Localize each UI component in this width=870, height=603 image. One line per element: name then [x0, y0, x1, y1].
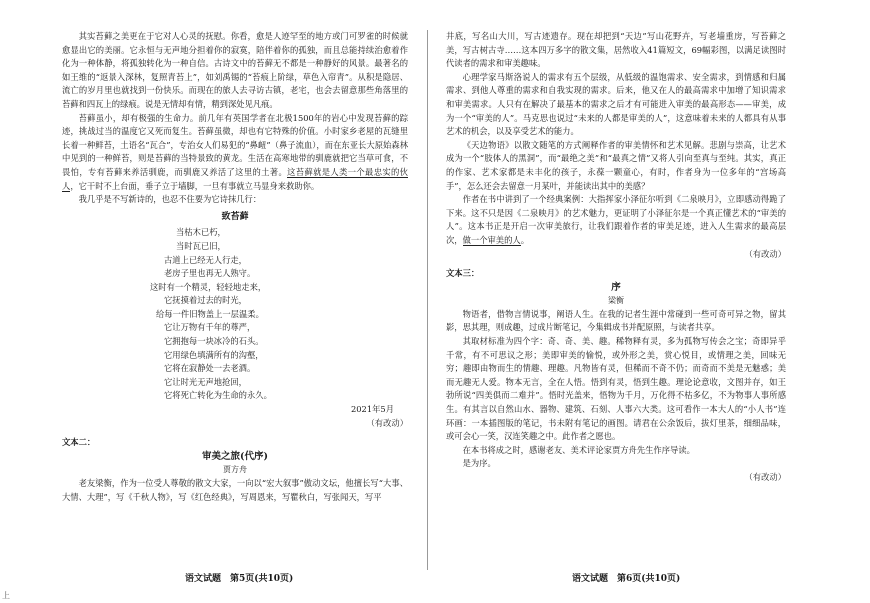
- underlined-text: 这苔藓就是人类一个最忠实的伙人: [62, 166, 408, 191]
- left-page: [62, 30, 408, 504]
- poem-line: 这时有一个精灵，轻轻地走来，: [150, 281, 267, 292]
- page-footer-right: 语文试题 第6页(共10页): [572, 574, 681, 584]
- corner-mark: 上: [2, 591, 10, 600]
- poem-title: 致苔藓: [221, 211, 249, 222]
- poem-line: 它用绿色填满所有的沟壑，: [164, 349, 264, 360]
- poem-line: 它拥抱每一块冰冷的石头。: [164, 336, 264, 347]
- paragraph-text: 作者在书中讲到了一个经典案例：大指挥家小泽征尔听到《二泉映月》，立即感动得跪了下来。这不只是因《二泉映月》的艺术魅力，更证明了小泽征尔是一个真正懂艺术的“审美的人”。这本书正是开启一次审美旅行，让我们跟着作者的审美足迹，进入人生需求的最高层次，: [446, 194, 786, 245]
- paragraph: 《天边物语》以散文随笔的方式阐释作者的审美情怀和艺术见解。悲剧与崇高，让艺术成为一个“肢体人的黑洞”，而“最绝之美”和“最真之情”又将人引向至真与至纯。其实，真正的作家、艺术家都是未丰化的孩子，永葆一颗童心，有时，作者身为一位多年的“宫场高手”，怎么还会去留意一月某叶，并能读出其中的美感？: [446, 139, 786, 191]
- section-title: 序: [611, 281, 621, 293]
- section-author: 贾方舟: [223, 465, 247, 475]
- poem-line: 它抚摸着过去的时光，: [164, 295, 247, 306]
- poem: [62, 226, 408, 403]
- paragraph: 老友梁衡，作为一位受人尊敬的散文大家，一向以“宏大叙事”傲动文坛，他擅长写“大事、大情、大理”，写《千秋人物》，写《红色经典》，写周恩来，写瞿秋白，写张闻天，写平: [62, 478, 408, 502]
- section-label: 文本三：: [446, 268, 480, 279]
- poem-line: 给每一件旧物盖上一层温柔。: [156, 308, 264, 319]
- section-label: 文本二：: [62, 437, 96, 448]
- paragraph: 井底，写名山大川，写古迹遗存。现在却把到“天边”写山花野卉，写老墙重房，写苔藓之美，写古树古寺……这本四万多字的散文集，居然收入41篇短文，69幅彩图，以满足读图时代读者的需求和审美趣味。: [446, 31, 786, 69]
- paragraph-text: ，它干时不上台面，垂子立于墙脚，一旦有事就立马显身来救助你。: [70, 180, 320, 191]
- poem-line: 它将死亡转化为生命的永久。: [164, 390, 272, 401]
- page-divider: [427, 30, 428, 570]
- paragraph: [446, 193, 786, 247]
- poem-line: 它让时光无声地抢回，: [164, 376, 247, 387]
- paragraph: 其取材标准为四个字：奇、奇、美、趣。稀物释有灵，多为孤物写传会之宝；奇即异乎千常，有不可思议之形；美即审美的愉悦，或外形之美，赏心悦目，或情理之美，回味无穷；趣即由物而生的情趣、理趣。凡物皆有灵，但稀而不奇不仍；而奇而不美是无魅惑；美而无趣无人爱。物本无言，全在人悟。悟到有灵，悟到生趣。理论论意收，文图并存，如王勃所说“四美俱而二难并”。悟时光盖来，悟物为千月，万化得不枯多亿，不为物事人事所感生。有其言以自然山水、器物、建筑、石刻、人事六大类。这可看作一本大人的“小人书”连环画：一本插图版的笔记，书未附有笔记的画图。请君在公余饭后，拔灯里茶，细细品味，或可会心一笑，汉连笑趣之中。此作者之愿也。: [446, 336, 786, 442]
- underlined-text: 做一个审美的人: [462, 234, 521, 245]
- source-note: （有改动）: [366, 417, 408, 428]
- poem-line: 老房子里也再无人熟守。: [164, 268, 256, 279]
- poem-line: 古道上已经无人行走，: [164, 254, 247, 265]
- paragraph: 在本书将成之时，感谢老友、美术评论家贾方舟先生作序导读。: [462, 444, 695, 455]
- source-note: （有改动）: [744, 472, 786, 482]
- paragraph: 其实苔藓之美更在于它对人心灵的抚慰。你看，愈是人迹罕至的地方或门可罗雀的时候就愈显出它的美丽。它永恒与无声地分担着你的寂寞，陪伴着你的孤独，而且总能持续治愈着作化为一种体静，将孤独转化为一种自信。古诗文中的苔藓无不都是一种静好的风景。最著名的如王维的“返景入深林，复照青苔上”，如刘禹锡的“苔痕上阶绿，草色入帘青”。从积是隐居、流亡的岁月里也就找到一份快乐。而现在的旅人去寻访古镇，老宅，也会去留意那些角落里的苔藓和四瓦上的绿痕。说是无情却有情，精到深处见凡痕。: [62, 31, 408, 109]
- date: 2021年5月: [351, 404, 394, 415]
- poem-line: 它将在寂静处一去老酒。: [164, 363, 256, 374]
- paragraph: 我几乎是不写新诗的，也忍不住要为它诗抹几行：: [78, 194, 262, 205]
- paragraph-text: 。: [520, 234, 530, 245]
- section-title: 审美之旅(代序): [202, 450, 268, 462]
- poem-line: 它让万物有千年的尊严，: [164, 322, 256, 333]
- page-footer-left: 语文试题 第5页(共10页): [185, 574, 294, 584]
- paragraph: 是为序。: [462, 458, 496, 469]
- paragraph: 心理学家马斯洛说人的需求有五个层级，从低级的温饱需求、安全需求，到情感和归属需求、到他人尊重的需求和自我实现的需求。后来，他又在人的最高需求中加增了知识需求和审美需求。人只有在解决了最基本的需求之后才有可能进入审美的最高形态——审美，成为一个“审美的人”。马克思也说过“未来的人都是审美的人”，这意味着未来的人都具有从事艺术的机会，以及享受艺术的能力。: [446, 71, 786, 137]
- paragraph: 物语者，借物言情说事，阐语人生。在我的记者生涯中常碰到一些可奇可异之物，留其影，思其理，则成趣，过成片断笔记，今集辑成书并配原照，与读者共享。: [446, 308, 786, 333]
- paragraph-text: 苔藓虽小，却有极强的生命力。前几年有英国学者在北极1500年的岩心中发现苔藓的踪迹，挑战过当的温度它又死而复生。苔藓虽微，却也有它特殊的价值。小时家乡老屋的瓦缝里长着一种鲜苔，土语名“瓦合”，专治女人们易犯的“鼻衄”（鼻子流血），而在东亚长大原始森林中见到的一种鲜苔，则是苔藓的当特景致的黄龙。生活在高寒地带的驯鹿就把它当草可食，不畏怕，专有苔藓来养活驯鹿，而驯鹿又养活了这里的土著。: [62, 112, 408, 177]
- source-note: （有改动）: [744, 248, 786, 259]
- poem-line: 当枯木已朽，: [176, 227, 226, 238]
- poem-line: 当时瓦已旧，: [176, 240, 226, 251]
- right-page: [446, 30, 786, 485]
- paragraph: [62, 112, 408, 194]
- section-author: 梁衡: [608, 296, 624, 306]
